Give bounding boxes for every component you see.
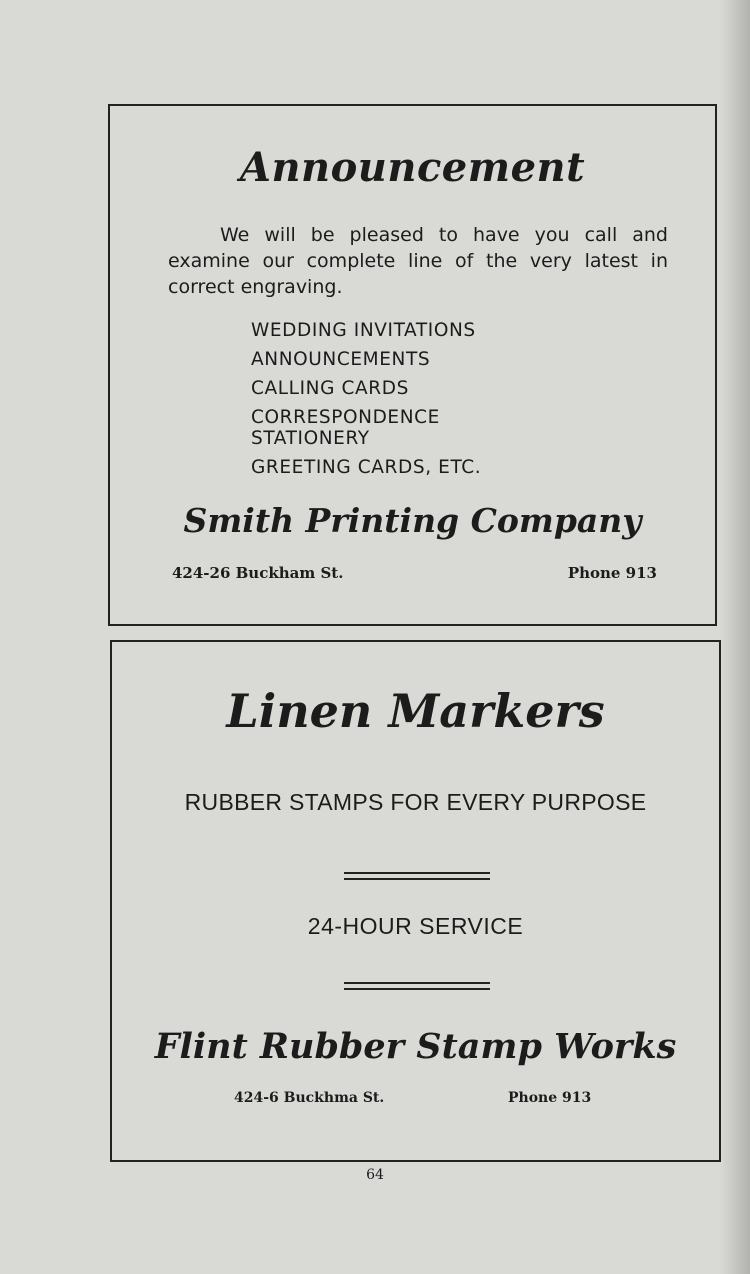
- service-item: ANNOUNCEMENTS: [251, 349, 431, 370]
- ad-headline: RUBBER STAMPS FOR EVERY PURPOSE: [184, 789, 647, 815]
- service-note: 24-HOUR SERVICE: [307, 913, 524, 939]
- service-item: CORRESPONDENCE STATIONERY: [251, 407, 440, 449]
- company-phone: Phone 913: [567, 564, 657, 582]
- ad-title: Linen Markers: [226, 684, 605, 738]
- page-edge-shadow: [720, 0, 750, 1274]
- company-address: 424-6 Buckhma St.: [234, 1090, 385, 1106]
- company-name: Smith Printing Company: [183, 501, 642, 540]
- service-item: CALLING CARDS: [251, 378, 409, 399]
- linen-markers-ad: [110, 640, 721, 1162]
- double-rule-divider: [344, 982, 490, 990]
- company-address: 424-26 Buckham St.: [172, 564, 344, 582]
- ad-intro-text: We will be pleased to have you call and examine our complete line of the very latest in correct engraving.: [168, 224, 668, 298]
- services-list: [251, 320, 511, 486]
- ad-title: Announcement: [239, 144, 586, 191]
- company-name: Flint Rubber Stamp Works: [154, 1026, 677, 1067]
- company-phone: Phone 913: [508, 1090, 592, 1106]
- service-item: WEDDING INVITATIONS: [251, 320, 476, 341]
- page-number: 64: [366, 1167, 384, 1183]
- announcement-ad: [108, 104, 717, 626]
- service-item: GREETING CARDS, ETC.: [251, 457, 482, 478]
- double-rule-divider: [344, 872, 490, 880]
